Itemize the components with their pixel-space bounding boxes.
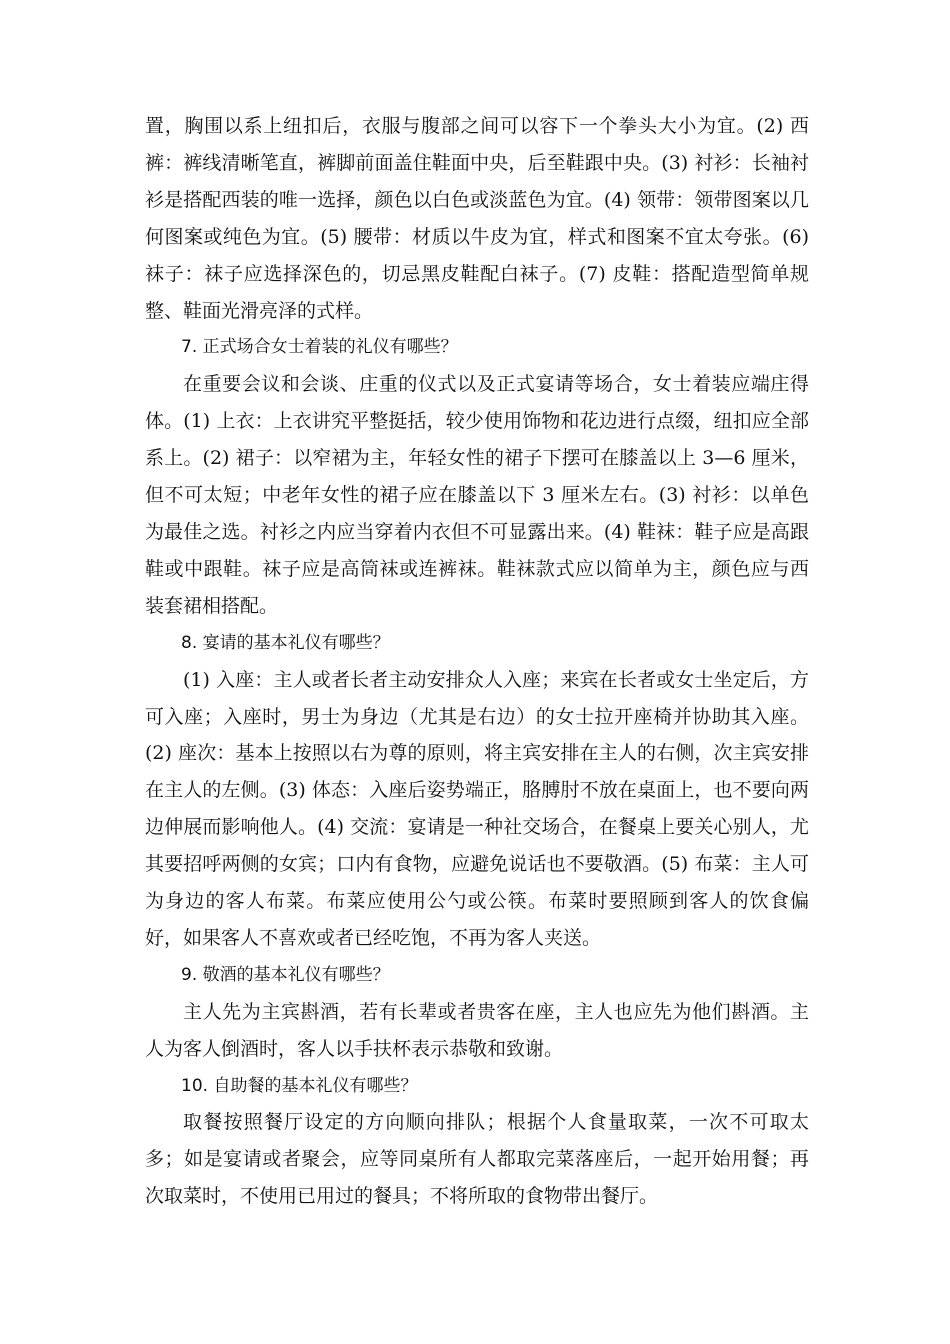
paragraph-mens-attire-continued: 置，胸围以系上纽扣后，衣服与腹部之间可以容下一个拳头大小为宜。(2) 西裤：裤线清晰笔直，裤脚前面盖住鞋面中央，后至鞋跟中央。(3) 衬衫：长袖衬衫是搭配西装的唯一选择，颜色以白色或淡蓝色为宜。(4) 领带：领带图案以几何图案或纯色为宜。(5) 腰带：材质以牛皮为宜，样式和图案不宜太夸张。(6) 袜子：袜子应选择深色的，切忌黑皮鞋配白袜子。(7) 皮鞋：搭配造型简单规整、鞋面光滑亮泽的式样。: [145, 115, 809, 322]
heading-q7-womens-attire: 7. 正式场合女士着装的礼仪有哪些？: [181, 337, 458, 358]
paragraph-womens-attire: 在重要会议和会谈、庄重的仪式以及正式宴请等场合，女士着装应端庄得体。(1) 上衣：上衣讲究平整挺括，较少使用饰物和花边进行点缀，纽扣应全部系上。(2) 裙子：以窄裙为主，年轻女性的裙子下摆可在膝盖以上 3—6 厘米，但不可太短；中老年女性的裙子应在膝盖以下 3 厘米左右。(3) 衬衫：以单色为最佳之选。衬衫之内应当穿着内衣但不可显露出来。(4) 鞋袜：鞋子应是高跟鞋或中跟鞋。袜子应是高筒袜或连裤袜。鞋袜款式应以简单为主，颜色应与西装套裙相搭配。: [145, 373, 809, 617]
heading-q8-banquet-etiquette: 8. 宴请的基本礼仪有哪些？: [181, 632, 390, 653]
heading-q9-toasting-etiquette: 9. 敬酒的基本礼仪有哪些？: [181, 964, 390, 985]
paragraph-banquet-etiquette: (1) 入座：主人或者长者主动安排众人入座；来宾在长者或女士坐定后，方可入座；入座时，男士为身边（尤其是右边）的女士拉开座椅并协助其入座。(2) 座次：基本上按照以右为尊的原则，将主宾安排在主人的右侧，次主宾安排在主人的左侧。(3) 体态：入座后姿势端正，胳膊肘不放在桌面上，也不要向两边伸展而影响他人。(4) 交流：宴请是一种社交场合，在餐桌上要关心别人，尤其要招呼两侧的女宾；口内有食物，应避免说话也不要敬酒。(5) 布菜：主人可为身边的客人布菜。布菜应使用公勺或公筷。布菜时要照顾到客人的饮食偏好，如果客人不喜欢或者已经吃饱，不再为客人夹送。: [145, 668, 809, 949]
paragraph-buffet-etiquette: 取餐按照餐厅设定的方向顺向排队；根据个人食量取菜，一次不可取太多；如是宴请或者聚会，应等同桌所有人都取完菜落座后，一起开始用餐；再次取菜时，不使用已用过的餐具；不将所取的食物带出餐厅。: [145, 1111, 809, 1208]
paragraph-toasting-etiquette: 主人先为主宾斟酒，若有长辈或者贵客在座，主人也应先为他们斟酒。主人为客人倒酒时，客人以手扶杯表示恭敬和致谢。: [145, 1000, 809, 1060]
heading-q10-buffet-etiquette: 10. 自助餐的基本礼仪有哪些？: [181, 1075, 418, 1096]
document-page: [145, 108, 809, 1215]
